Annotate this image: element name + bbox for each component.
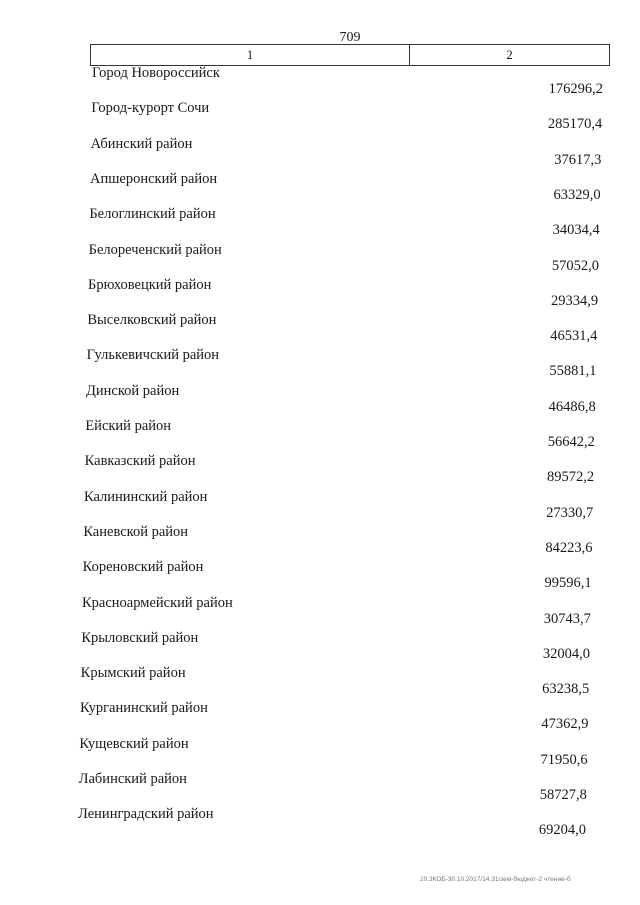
row-name: Кореновский район <box>82 559 204 576</box>
row-value: 99596,1 <box>544 575 592 592</box>
table-row <box>88 239 629 274</box>
row-name: Белоглинский район <box>89 206 216 223</box>
row-name: Кущевский район <box>79 735 189 752</box>
row-value: 46531,4 <box>550 328 598 345</box>
row-name: Калининский район <box>84 488 208 505</box>
row-value: 58727,8 <box>539 787 587 803</box>
row-name: Курганинский район <box>80 700 208 717</box>
row-name: Динской район <box>86 382 180 399</box>
table-row <box>82 556 623 592</box>
table-row <box>89 203 629 239</box>
row-value: 84223,6 <box>545 539 593 556</box>
table-row <box>87 309 627 345</box>
table-row <box>86 380 626 415</box>
row-name: Город Новороссийск <box>92 65 220 81</box>
footer-stamp: 20.3КОБ-30.10.2017/14.31/зем-бюджет-2 чтение-б <box>420 876 571 883</box>
row-value: 37617,3 <box>554 151 602 168</box>
row-value: 55881,1 <box>549 363 597 380</box>
table-row <box>78 803 618 839</box>
table-row <box>81 627 621 662</box>
row-name: Лабинский район <box>78 771 187 787</box>
header-col-1: 1 <box>91 45 410 65</box>
row-name: Крыловский район <box>81 629 199 646</box>
row-value: 176296,2 <box>548 81 603 97</box>
row-value: 47362,9 <box>541 716 589 733</box>
row-value: 27330,7 <box>546 504 594 521</box>
row-value: 30743,7 <box>543 610 591 627</box>
table-row <box>83 521 623 556</box>
row-name: Каневской район <box>83 523 189 540</box>
row-value: 34034,4 <box>552 222 600 239</box>
header-col-2: 2 <box>506 47 513 62</box>
row-name: Ленинградский район <box>78 806 214 823</box>
row-name: Белореченский район <box>88 241 222 258</box>
table-row <box>90 133 631 168</box>
table-row <box>91 97 631 133</box>
row-name: Абинский район <box>90 135 193 152</box>
row-value: 71950,6 <box>540 751 588 768</box>
row-value: 285170,4 <box>547 116 603 133</box>
row-name: Ейский район <box>85 418 172 434</box>
row-name: Кавказский район <box>84 453 196 470</box>
row-value: 63238,5 <box>542 681 590 698</box>
row-value: 56642,2 <box>547 434 595 450</box>
row-name: Выселковский район <box>87 312 217 329</box>
row-name: Брюховецкий район <box>88 276 212 293</box>
row-name: Апшеронский район <box>90 170 218 187</box>
table-row <box>92 62 632 97</box>
row-value: 46486,8 <box>548 398 596 415</box>
table-row <box>90 168 630 203</box>
row-name: Крымский район <box>80 665 186 682</box>
row-name: Гулькевичский район <box>86 347 220 364</box>
page-number: 709 <box>339 30 361 45</box>
table-row <box>82 592 622 627</box>
row-name: Красноармейский район <box>82 594 233 611</box>
table-row <box>85 415 625 450</box>
row-value: 29334,9 <box>551 292 599 309</box>
row-value: 57052,0 <box>551 257 599 274</box>
row-value: 63329,0 <box>553 186 601 203</box>
table-row <box>86 344 627 380</box>
table-row <box>84 486 624 521</box>
row-value: 32004,0 <box>542 645 591 662</box>
table-row <box>78 768 619 803</box>
table-row <box>80 697 620 733</box>
row-value: 89572,2 <box>546 469 595 486</box>
row-name: Город-курорт Сочи <box>91 100 210 117</box>
row-value: 69204,0 <box>538 822 586 839</box>
table-row <box>79 733 619 768</box>
table-row <box>84 450 625 486</box>
table-row <box>88 274 628 309</box>
table-row <box>80 662 621 698</box>
